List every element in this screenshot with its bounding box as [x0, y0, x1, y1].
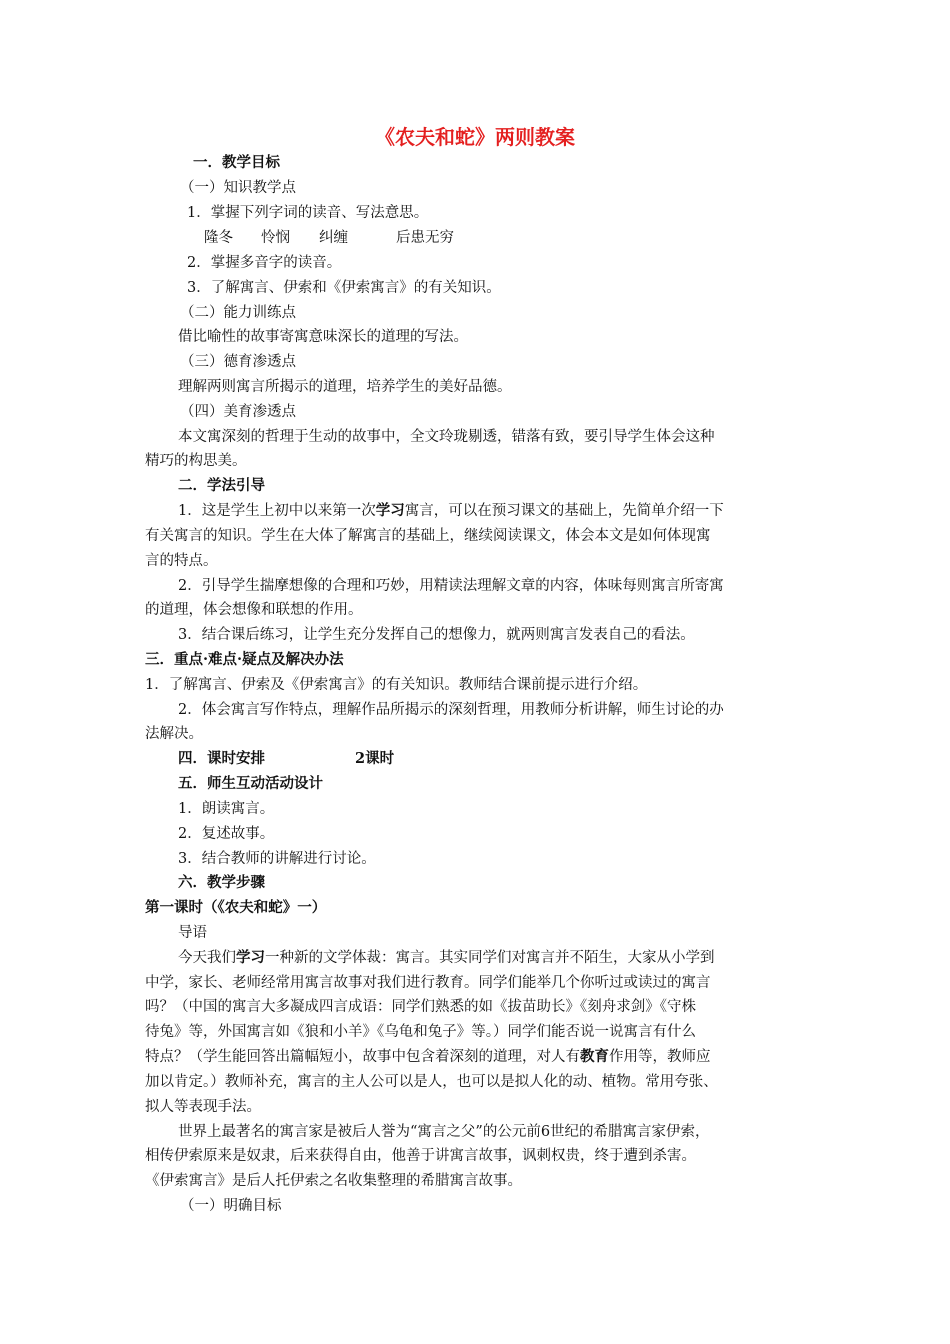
aesop-paragraph-line: 相传伊索原来是奴隶，后来获得自由，他善于讲寓言故事，讽刺权贵，终于遭到杀害。: [145, 1148, 696, 1164]
aesop-paragraph-line: 世界上最著名的寓言家是被后人誉为“寓言之父”的公元前6世纪的希腊寓言家伊索，: [178, 1124, 710, 1140]
vocab-word: 隆冬: [204, 230, 233, 246]
method-item-1-line: 1．这是学生上初中以来第一次学习寓言，可以在预习课文的基础上，先简单介绍一下: [178, 502, 724, 519]
knowledge-item-1: 1．掌握下列字词的读音、写法意思。: [187, 205, 429, 221]
section-5-heading: 五．师生互动活动设计: [178, 775, 323, 792]
vocab-word: 怜悯: [261, 230, 290, 246]
moral-text: 理解两则寓言所揭示的道理，培养学生的美好品德。: [178, 379, 512, 395]
intro-paragraph-line: 待兔》等，外国寓言如《狼和小羊》《乌龟和兔子》等。）同学们能否说一说寓言有什么: [145, 1024, 696, 1040]
aesthetic-text-line: 本文寓深刻的哲理于生动的故事中，全文玲珑剔透，错落有致，要引导学生体会这种: [178, 429, 715, 445]
intro-label: 导语: [178, 925, 207, 941]
knowledge-item-3: 3．了解寓言、伊索和《伊索寓言》的有关知识。: [187, 280, 501, 296]
section-6-heading: 六．教学步骤: [178, 874, 265, 891]
method-item-1-line: 有关寓言的知识。学生在大体了解寓言的基础上，继续阅读课文，体会本文是如何体现寓: [145, 528, 711, 544]
lesson-1-heading: 第一课时（《农夫和蛇》一）: [145, 899, 327, 916]
intro-paragraph-line: 拟人等表现手法。: [145, 1099, 261, 1115]
document-title: 《农夫和蛇》两则教案: [375, 125, 575, 149]
ability-subheading: （二）能力训练点: [180, 305, 296, 321]
section-3-heading: 三．重点·难点·疑点及解决办法: [145, 651, 344, 668]
key-point-2-line: 法解决。: [145, 726, 203, 742]
activity-item: 2．复述故事。: [178, 826, 275, 842]
moral-subheading: （三）德育渗透点: [180, 354, 296, 370]
goal-subheading: （一）明确目标: [180, 1198, 282, 1214]
method-item-2-line: 2．引导学生揣摩想像的合理和巧妙，用精读法理解文章的内容，体味每则寓言所寄寓: [178, 578, 724, 594]
intro-paragraph-line: 加以肯定。）教师补充，寓言的主人公可以是人，也可以是拟人化的动、植物。常用夸张、: [145, 1074, 718, 1090]
section-1-heading: 一．教学目标: [193, 154, 280, 171]
method-item-2-line: 的道理，体会想像和联想的作用。: [145, 602, 363, 618]
knowledge-item-2: 2．掌握多音字的读音。: [187, 255, 342, 271]
section-2-heading: 二．学法引导: [178, 477, 265, 494]
vocab-word: 后患无穷: [396, 230, 454, 246]
aesop-paragraph-line: 《伊索寓言》是后人托伊索之名收集整理的希腊寓言故事。: [145, 1173, 522, 1189]
aesthetic-text-line: 精巧的构思美。: [145, 453, 247, 469]
vocabulary-list: [204, 228, 454, 248]
vocab-word: 纠缠: [319, 230, 348, 246]
method-item-3: 3．结合课后练习，让学生充分发挥自己的想像力，就两则寓言发表自己的看法。: [178, 627, 695, 643]
intro-paragraph-line: 特点？（学生能回答出篇幅短小，故事中包含着深刻的道理，对人有教育作用等，教师应: [145, 1048, 711, 1065]
key-point-1: 1．了解寓言、伊索及《伊索寓言》的有关知识。教师结合课前提示进行介绍。: [145, 677, 648, 693]
class-hours-value: 2课时: [355, 750, 395, 767]
key-point-2-line: 2．体会寓言写作特点，理解作品所揭示的深刻哲理，用教师分析讲解，师生讨论的办: [178, 702, 724, 718]
knowledge-subheading: （一）知识教学点: [180, 180, 296, 196]
activity-item: 3．结合教师的讲解进行讨论。: [178, 851, 376, 867]
section-4-heading: 四．课时安排: [178, 750, 265, 767]
intro-paragraph-line: 吗？（中国的寓言大多凝成四言成语：同学们熟悉的如《拔苗助长》《刻舟求剑》《守株: [145, 999, 696, 1015]
method-item-1-line: 言的特点。: [145, 553, 218, 569]
aesthetic-subheading: （四）美育渗透点: [180, 404, 296, 420]
intro-paragraph-line: 今天我们学习一种新的文学体裁：寓言。其实同学们对寓言并不陌生，大家从小学到: [178, 949, 715, 966]
intro-paragraph-line: 中学，家长、老师经常用寓言故事对我们进行教育。同学们能举几个你听过或读过的寓言: [145, 975, 711, 991]
activity-item: 1．朗读寓言。: [178, 801, 275, 817]
ability-text: 借比喻性的故事寄寓意味深长的道理的写法。: [178, 329, 468, 345]
